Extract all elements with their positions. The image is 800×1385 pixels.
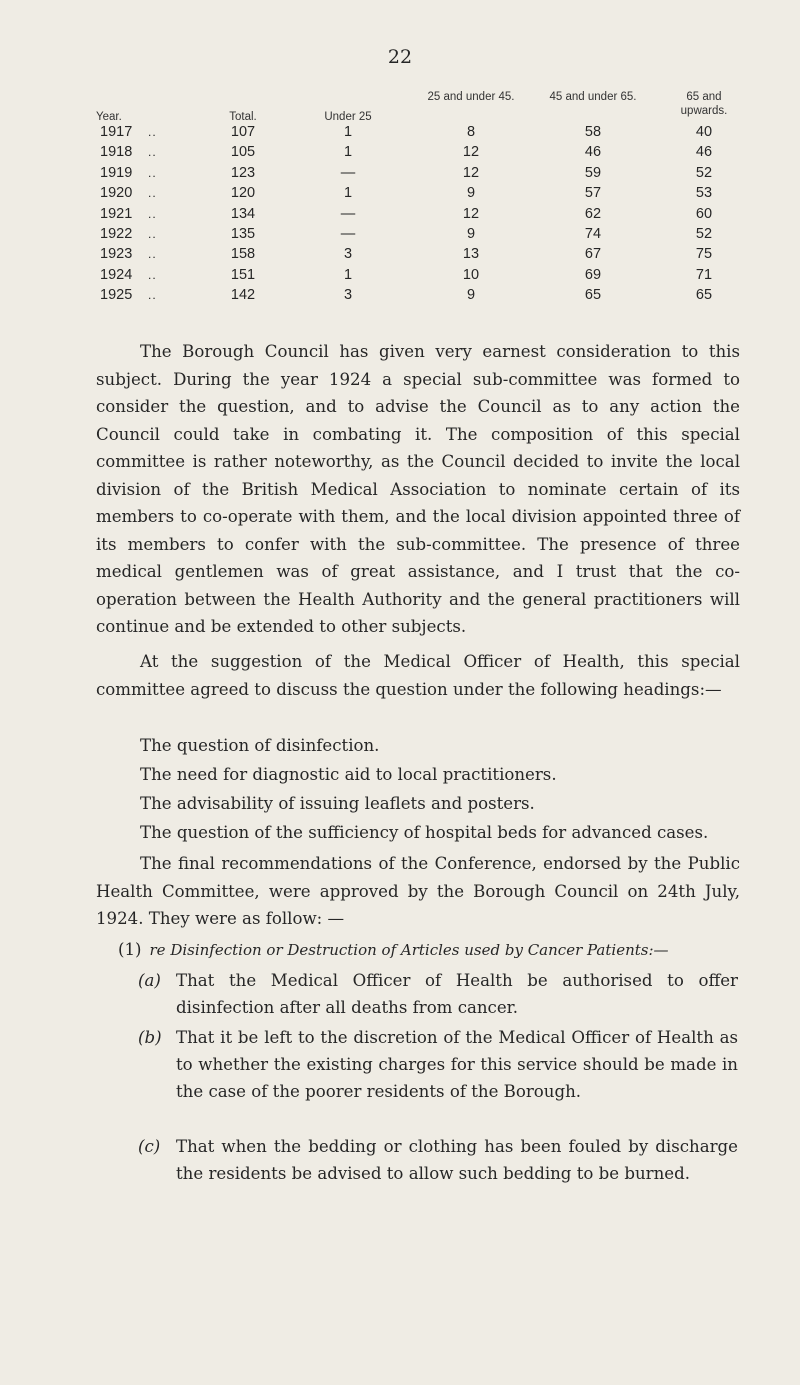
cell-25-45: 12 <box>462 144 480 161</box>
cell-year: 1920 <box>100 185 133 202</box>
cell-year: 1923 <box>100 246 133 263</box>
table-row <box>96 224 736 244</box>
header-under-25: Under 25 <box>324 111 372 123</box>
cell-65-upwards: 40 <box>695 124 713 140</box>
paragraph-council-consideration: The Borough Council has given very earnest consideration to this subject. During the year 1924 a special sub-committee was formed to consider the question, and to advise the Council as to any action the Council could take in combating it. The composition of this special committee is rather noteworthy, as the Council decided to invite the local division of the British Medical Association to nominate certain of its members to co-operate with them, and the local division appointed three of its members to confer with the sub-committee. The presence of three medical gentlemen was of great assistance, and I trust that the co-operation between the Health Authority and the general practitioners will continue and be extended to other subjects. <box>96 342 740 636</box>
cell-45-65: 62 <box>584 205 602 222</box>
heading-item: The question of the sufficiency of hospital beds for advanced cases. <box>140 823 709 842</box>
cell-year: 1917 <box>100 124 133 140</box>
leader-dots: .. <box>148 165 157 180</box>
cell-25-45: 9 <box>466 185 476 202</box>
cell-45-65: 65 <box>584 287 602 304</box>
cell-65-upwards: 75 <box>695 246 713 263</box>
cell-25-45: 12 <box>462 205 480 222</box>
cell-under-25: 3 <box>343 246 353 263</box>
cell-total: 142 <box>230 287 256 304</box>
leader-dots: .. <box>148 145 157 160</box>
cell-45-65: 74 <box>584 225 602 242</box>
cell-total: 123 <box>230 164 256 181</box>
table-row <box>96 204 736 224</box>
recommendation-item <box>138 967 738 1021</box>
cell-total: 107 <box>230 124 256 140</box>
cell-65-upwards: 53 <box>695 185 713 202</box>
cell-under-25: 1 <box>343 124 353 140</box>
cell-45-65: 67 <box>584 246 602 263</box>
cell-under-25: 1 <box>343 185 353 202</box>
cell-under-25: 1 <box>343 266 353 283</box>
section-number: (1) <box>118 940 142 959</box>
cell-total: 158 <box>230 246 256 263</box>
cell-total: 120 <box>230 185 256 202</box>
cell-year: 1921 <box>100 205 133 222</box>
recommendation-item <box>138 1133 738 1187</box>
section-title-text: re Disinfection or Destruction of Articles used by Cancer Patients:— <box>149 941 669 959</box>
cell-25-45: 13 <box>462 246 480 263</box>
cell-25-45: 12 <box>462 164 480 181</box>
cell-25-45: 10 <box>462 266 480 283</box>
heading-item: The need for diagnostic aid to local practitioners. <box>140 765 557 784</box>
cell-65-upwards: 60 <box>695 205 713 222</box>
cell-45-65: 69 <box>584 266 602 283</box>
header-65-upwards: 65 and upwards. <box>680 91 728 117</box>
header-total: Total. <box>229 111 257 123</box>
heading-item: The question of disinfection. <box>140 736 380 755</box>
mortality-table <box>96 82 736 306</box>
table-row <box>96 163 736 183</box>
cell-65-upwards: 52 <box>695 164 713 181</box>
heading-item: The advisability of issuing leaflets and posters. <box>140 794 535 813</box>
cell-year: 1924 <box>100 266 133 283</box>
header-45-65: 45 and under 65. <box>549 91 637 103</box>
cell-year: 1922 <box>100 225 133 242</box>
cell-under-25: 1 <box>343 144 353 161</box>
cell-total: 135 <box>230 225 256 242</box>
header-year: Year. <box>96 111 122 123</box>
cell-25-45: 8 <box>466 124 476 140</box>
cell-45-65: 58 <box>584 124 602 140</box>
section-title-disinfection <box>118 936 738 964</box>
item-text: That it be left to the discretion of the Medical Officer of Health as to whether the existing charges for this service should be made in the case of the poorer residents of the Borough. <box>176 1028 738 1101</box>
table-row <box>96 265 736 285</box>
paragraph-final-recommendations: The final recommendations of the Conference, endorsed by the Public Health Committee, were approved by the Borough Council on 24th July, 1924. They were as follow: — <box>96 854 740 928</box>
cell-total: 105 <box>230 144 256 161</box>
item-text: That when the bedding or clothing has been fouled by discharge the residents be advised to allow such bedding to be burned. <box>176 1137 738 1183</box>
leader-dots: .. <box>148 206 157 221</box>
item-label: (a) <box>138 971 161 990</box>
cell-year: 1918 <box>100 144 133 161</box>
item-label: (b) <box>138 1028 162 1047</box>
table-row <box>96 142 736 162</box>
item-text: That the Medical Officer of Health be authorised to offer disinfection after all deaths from cancer. <box>176 971 738 1017</box>
recommendation-item <box>138 1024 738 1105</box>
cell-year: 1925 <box>100 287 133 304</box>
paragraph-committee-headings: At the suggestion of the Medical Officer of Health, this special committee agreed to discuss the question under the following headings:— <box>96 652 740 699</box>
cell-year: 1919 <box>100 164 133 181</box>
cell-under-25: 3 <box>343 287 353 304</box>
cell-25-45: 9 <box>466 287 476 304</box>
table-row <box>96 122 736 142</box>
page-number: 22 <box>387 46 413 68</box>
leader-dots: .. <box>148 226 157 241</box>
cell-65-upwards: 71 <box>695 266 713 283</box>
leader-dots: .. <box>148 288 157 303</box>
cell-total: 134 <box>230 205 256 222</box>
cell-65-upwards: 46 <box>695 144 713 161</box>
cell-under-25: — <box>340 205 356 222</box>
leader-dots: .. <box>148 125 157 139</box>
cell-under-25: — <box>340 225 356 242</box>
table-header <box>96 82 736 122</box>
cell-total: 151 <box>230 266 256 283</box>
leader-dots: .. <box>148 186 157 201</box>
cell-45-65: 57 <box>584 185 602 202</box>
table-row <box>96 183 736 203</box>
leader-dots: .. <box>148 247 157 262</box>
cell-25-45: 9 <box>466 225 476 242</box>
cell-65-upwards: 65 <box>695 287 713 304</box>
item-label: (c) <box>138 1137 161 1156</box>
leader-dots: .. <box>148 267 157 282</box>
header-25-45: 25 and under 45. <box>427 91 515 103</box>
cell-45-65: 59 <box>584 164 602 181</box>
cell-65-upwards: 52 <box>695 225 713 242</box>
cell-45-65: 46 <box>584 144 602 161</box>
table-row <box>96 244 736 264</box>
table-row <box>96 285 736 305</box>
cell-under-25: — <box>340 164 356 181</box>
